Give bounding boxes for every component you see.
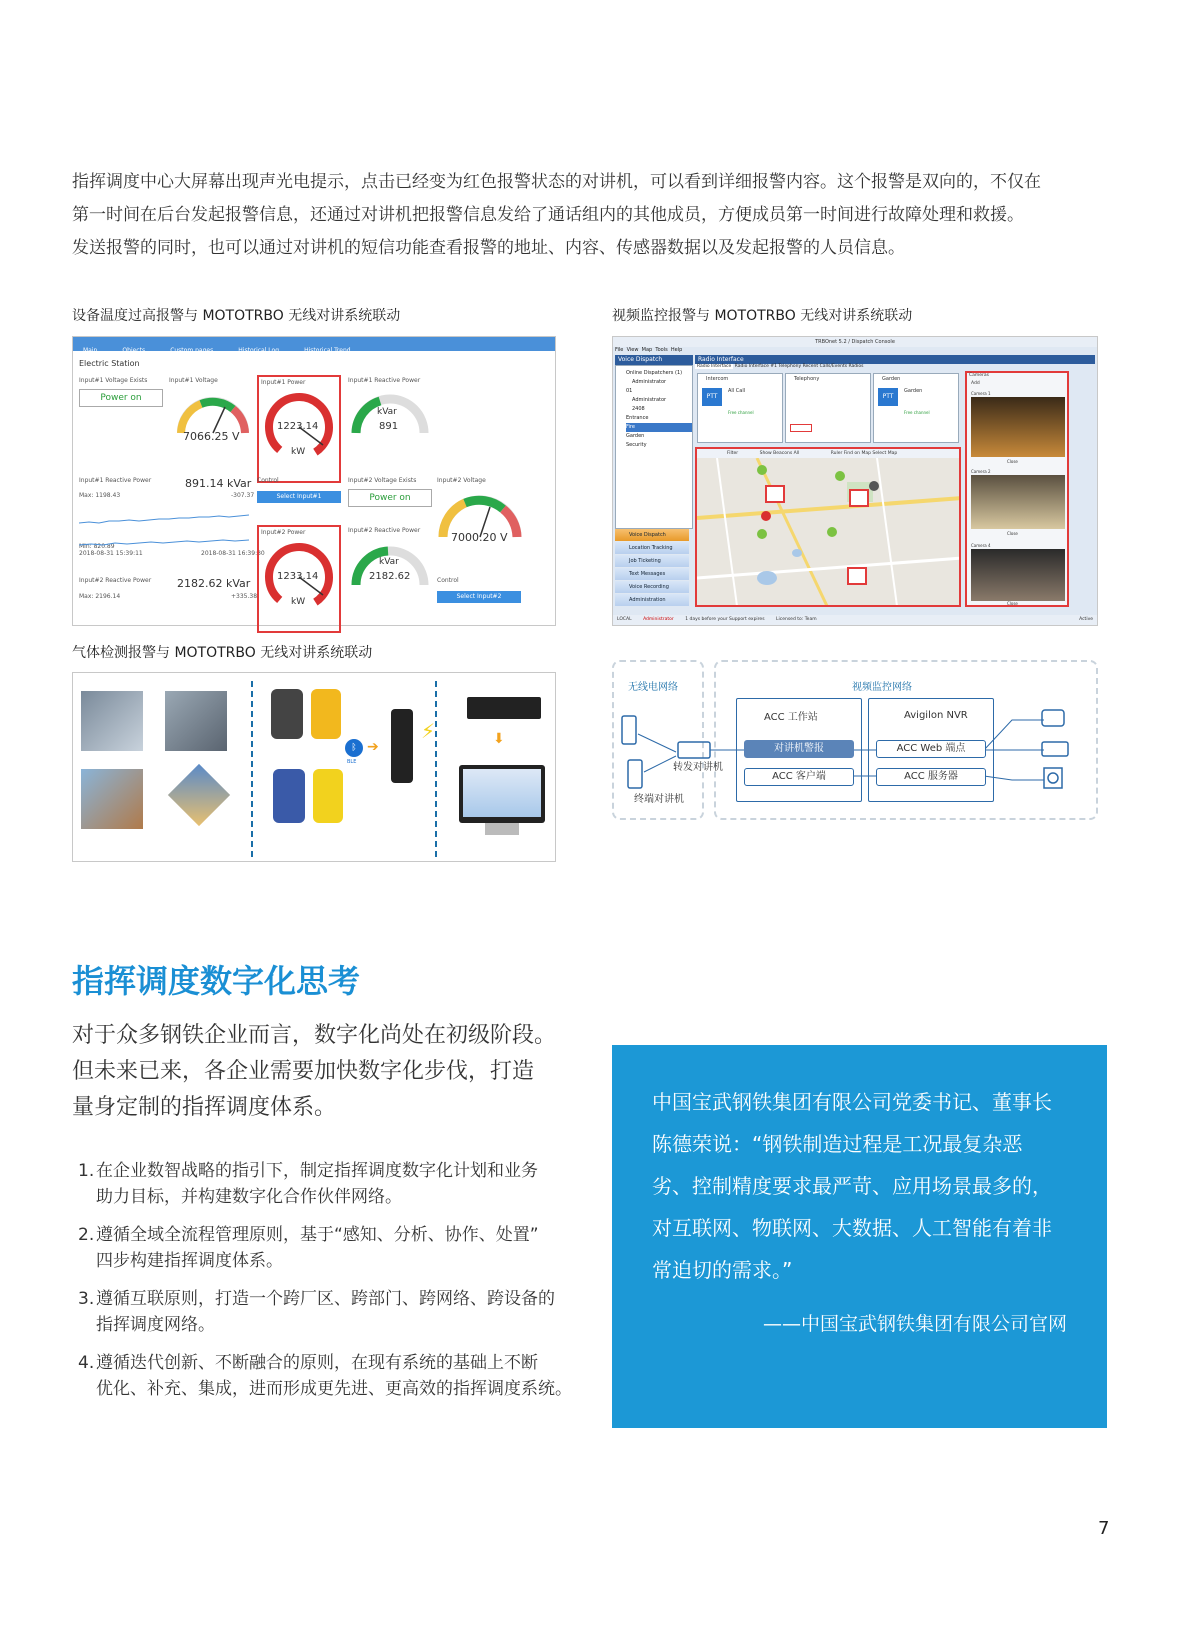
select-input1-button[interactable]: Select Input#1: [257, 491, 341, 503]
side-voice-dispatch[interactable]: Voice Dispatch: [615, 529, 689, 541]
tree-item[interactable]: Garden: [626, 433, 645, 439]
strategy-list: [78, 1158, 588, 1414]
kvar-value: 2182.62: [369, 571, 411, 582]
menu-bar: [615, 347, 682, 353]
side-voice-recording[interactable]: Voice Recording: [615, 581, 689, 593]
cameras-title: Cameras: [969, 373, 990, 378]
label: Input#1 Power: [261, 379, 306, 386]
menu-map[interactable]: Map: [641, 347, 653, 353]
menu-view[interactable]: View: [626, 347, 639, 353]
caption-video: 视频监控报警与 MOTOTRBO 无线对讲系统联动: [612, 308, 913, 324]
tree-item[interactable]: Entrance: [626, 415, 649, 421]
tree-item[interactable]: Fire: [626, 423, 692, 432]
nav-custom-pages[interactable]: Custom pages: [170, 347, 214, 354]
arrow-down-icon: ⬇: [493, 731, 505, 747]
list-line: 遵循全域全流程管理原则，基于“感知、分析、协作、处置”: [96, 1225, 539, 1245]
line-1-alert[interactable]: [790, 424, 812, 432]
close-button[interactable]: Close: [1007, 531, 1018, 536]
delta-label: -307.37: [231, 492, 255, 499]
add-camera-button[interactable]: Add: [971, 381, 980, 386]
quote-line: 常迫切的需求。”: [652, 1258, 793, 1282]
intro-line: 第一时间在后台发起报警信息，还通过对讲机把报警信息发给了通话组内的其他成员，方便成员第一时间进行故障处理和救援。: [72, 205, 1024, 225]
trend-sparkline-1: [79, 509, 249, 533]
radio-marker[interactable]: [869, 481, 879, 491]
acc-web-pill: ACC Web 端点: [876, 740, 986, 758]
camera-label: Camera 2: [971, 469, 991, 474]
delta-label: +335.38: [231, 593, 258, 600]
list-item: [78, 1350, 588, 1402]
kvar-value: 891: [379, 421, 399, 432]
current-time: 2018-08-31 16:39:30: [201, 550, 265, 557]
tab-radios[interactable]: Radios: [848, 364, 864, 369]
worker-photo: [81, 769, 143, 829]
side-administration[interactable]: Administration: [615, 594, 689, 606]
camera-marker[interactable]: [765, 485, 785, 503]
list-number: 1.: [78, 1161, 95, 1181]
side-text-messages[interactable]: Text Messages: [615, 568, 689, 580]
tab-radio-interface-1[interactable]: Radio Interface #1: [734, 364, 777, 369]
map-all[interactable]: All: [793, 451, 800, 456]
intro-line: 发送报警的同时，也可以通过对讲机的短信功能查看报警的地址、内容、传感器数据以及发起报警的人员信息。: [72, 238, 905, 258]
side-location-tracking[interactable]: Location Tracking: [615, 542, 689, 554]
map-find[interactable]: Find on Map: [843, 451, 871, 456]
channel-name: All Call: [728, 388, 746, 394]
lead-line: 量身定制的指挥调度体系。: [72, 1095, 337, 1120]
video-network-title: 视频监控网络: [852, 682, 912, 693]
tab-radio-interface[interactable]: Radio Interface: [697, 364, 732, 369]
acc-client-pill: ACC 客户端: [744, 768, 854, 786]
status-bar: [613, 615, 1097, 625]
list-line: 四步构建指挥调度体系。: [96, 1251, 283, 1271]
ptt-button[interactable]: PTT: [878, 388, 898, 406]
gas-detector-device: [271, 689, 303, 739]
kvar-unit: kVar: [377, 407, 397, 417]
radio-marker[interactable]: [827, 527, 837, 537]
power-gauge-alarm-2[interactable]: [257, 525, 341, 633]
status-active: Active: [1079, 617, 1093, 622]
menu-help[interactable]: Help: [670, 347, 683, 353]
lightning-icon: ⚡: [421, 719, 436, 743]
map-select[interactable]: Select Map: [872, 451, 898, 456]
nav-historical-log[interactable]: Historical Log: [238, 347, 280, 354]
monitor-icon: [459, 765, 545, 823]
list-line: 遵循互联原则，打造一个跨厂区、跨部门、跨网络、跨设备的: [96, 1289, 555, 1309]
menu-file[interactable]: File: [615, 347, 624, 353]
label: Input#2 Voltage: [437, 477, 486, 484]
gas-detector-device: [311, 689, 341, 739]
gas-detector-device: [313, 769, 343, 823]
channel-status: Free channel: [904, 410, 930, 415]
label: Input#1 Voltage Exists: [79, 377, 148, 384]
terminal-radio-label: 终端对讲机: [634, 794, 684, 805]
quote-source: ——中国宝武钢铁集团有限公司官网: [762, 1313, 1067, 1335]
label: Input#2 Reactive Power: [348, 527, 421, 534]
radio-panel-intercom: [697, 373, 783, 443]
map-filter[interactable]: Filter: [727, 451, 739, 456]
section-lead: [72, 1018, 582, 1126]
camera-label: Camera 4: [971, 543, 991, 548]
page-number: 7: [1098, 1518, 1110, 1539]
label: Input#2 Voltage Exists: [348, 477, 417, 484]
nav-objects[interactable]: Objects: [122, 347, 146, 354]
gas-detection-diagram: [72, 672, 556, 862]
tree-item[interactable]: Online Dispatchers (1): [626, 370, 683, 376]
repeater-icon: [467, 697, 541, 719]
intro-paragraph: [72, 166, 1132, 265]
nav-historical-trend[interactable]: Historical Trend: [304, 347, 351, 354]
divider: [435, 681, 437, 857]
power-value: 1233.14: [277, 571, 319, 582]
panel-title: Telephony: [794, 376, 820, 382]
camera-marker[interactable]: [849, 489, 869, 507]
radio-alarm-pill: 对讲机警报: [744, 740, 854, 758]
list-number: 4.: [78, 1353, 95, 1373]
voice-dispatch-header: Voice Dispatch: [615, 355, 693, 365]
list-line: 遵循迭代创新、不断融合的原则，在现有系统的基础上不断: [96, 1353, 538, 1373]
divider: [251, 681, 253, 857]
relay-radio-label: 转发对讲机: [673, 762, 723, 773]
tab-telephony[interactable]: Telephony: [778, 364, 802, 369]
tree-item[interactable]: Administrator: [632, 397, 667, 403]
select-input2-button[interactable]: Select Input#2: [437, 591, 521, 603]
monitor-stand: [485, 823, 519, 835]
label: Input#1 Reactive Power: [348, 377, 421, 384]
caption-temperature: 设备温度过高报警与 MOTOTRBO 无线对讲系统联动: [72, 308, 401, 324]
max-label: Max: 2196.14: [79, 593, 121, 600]
wireless-network-title: 无线电网络: [628, 682, 678, 693]
radio-marker[interactable]: [757, 465, 767, 475]
voltage-value-2: 7000.20 V: [451, 531, 508, 544]
nav-main[interactable]: Main: [83, 347, 98, 354]
radio-panel-garden: [873, 373, 959, 443]
tree-item[interactable]: Security: [626, 442, 647, 448]
side-job-ticketing[interactable]: Job Ticketing: [615, 555, 689, 567]
voltage-value: 7066.25 V: [183, 430, 240, 443]
dashboard-screenshot: [72, 336, 556, 626]
camera-feed-2[interactable]: [971, 475, 1065, 529]
channel-status: Free channel: [728, 410, 754, 415]
ptt-button[interactable]: PTT: [702, 388, 722, 406]
power-value: 1223.14: [277, 421, 319, 432]
camera-feed-4[interactable]: [971, 549, 1065, 601]
alarm-radio-marker[interactable]: [761, 511, 771, 521]
radio-tabs: [695, 364, 864, 369]
quote-line: 陈德荣说：“钢铁制造过程是工况最复杂恶: [652, 1132, 1023, 1156]
status-user: Administrator: [643, 617, 674, 622]
tree-item[interactable]: 01: [626, 388, 633, 394]
tree-item[interactable]: Administrator: [632, 379, 667, 385]
control-label-2: Control: [437, 577, 459, 584]
map-ruler[interactable]: Ruler: [830, 451, 843, 456]
kvar-unit: kVar: [379, 557, 399, 567]
caption-gas: 气体检测报警与 MOTOTRBO 无线对讲系统联动: [72, 645, 373, 661]
max-label: Max: 1198.43: [79, 492, 121, 499]
tree-item[interactable]: 2408: [632, 406, 645, 412]
reactive-value: 891.14 kVar: [185, 477, 252, 490]
power-unit: kW: [291, 447, 306, 457]
quote-box: [612, 1045, 1107, 1428]
camera-feed-1[interactable]: [971, 397, 1065, 457]
window-title: TRBOnet 5.2 / Dispatch Console: [613, 337, 1097, 347]
list-line: 助力目标，并构建数字化合作伙伴网络。: [96, 1187, 402, 1207]
industrial-photo: [81, 691, 143, 751]
list-line: 优化、补充、集成，进而形成更先进、更高效的指挥调度系统。: [96, 1379, 572, 1399]
radio-marker[interactable]: [757, 529, 767, 539]
label: Input#1 Voltage: [169, 377, 218, 384]
map-show-beacons[interactable]: Show Beacons: [759, 451, 793, 456]
power-gauge-alarm-1[interactable]: [257, 375, 341, 483]
gas-detector-device: [273, 769, 305, 823]
arrow-right-icon: ➔: [367, 739, 379, 755]
quote-line: 劣、控制精度要求最严苛、应用场景最多的，: [652, 1174, 1052, 1198]
radio-interface-header: Radio Interface: [695, 355, 1095, 364]
quote-line: 对互联网、物联网、大数据、人工智能有着非: [652, 1216, 1052, 1240]
camera-marker[interactable]: [847, 567, 867, 585]
radio-panel-telephony: [785, 373, 871, 443]
close-button[interactable]: Close: [1007, 459, 1018, 464]
list-item: [78, 1222, 588, 1274]
network-diagram: [612, 660, 1098, 820]
bluetooth-icon: ᛒ: [345, 739, 363, 757]
label: Input#2 Reactive Power: [79, 577, 152, 584]
trend-sparkline-2: [79, 533, 249, 553]
power-on-indicator-2: Power on: [348, 489, 432, 507]
channel-name: Garden: [904, 388, 923, 394]
tab-recent-calls[interactable]: Recent Calls/Events: [802, 364, 848, 369]
dispatch-console-screenshot: [612, 336, 1098, 626]
camera-label: Camera 1: [971, 391, 991, 396]
list-line: 在企业数智战略的指引下，制定指挥调度数字化计划和业务: [96, 1161, 538, 1181]
menu-tools[interactable]: Tools: [655, 347, 668, 353]
lead-line: 对于众多钢铁企业而言，数字化尚处在初级阶段。: [72, 1023, 557, 1048]
acc-workstation-label: ACC 工作站: [764, 712, 818, 723]
dispatcher-tree: [615, 365, 693, 529]
panel-title: Intercom: [706, 376, 729, 382]
cameras-panel: [965, 371, 1069, 607]
list-item: [78, 1286, 588, 1338]
worker-photo: [168, 764, 230, 826]
status-license: Licensed to: Team: [775, 617, 817, 622]
industrial-photo: [165, 691, 227, 751]
radio-marker[interactable]: [835, 471, 845, 481]
power-unit: kW: [291, 597, 306, 607]
ble-label: BLE: [347, 759, 357, 765]
min-label: Min: 820.89: [79, 543, 115, 550]
label: Input#2 Power: [261, 529, 306, 536]
map-toolbar: [697, 449, 959, 458]
list-number: 2.: [78, 1225, 95, 1245]
dashboard-navbar: [73, 337, 555, 354]
panel-title: Garden: [882, 376, 901, 382]
reactive-value-2: 2182.62 kVar: [177, 577, 251, 590]
list-item: [78, 1158, 588, 1210]
min-time: 2018-08-31 15:39:11: [79, 550, 143, 557]
acc-server-pill: ACC 服务器: [876, 768, 986, 786]
label: Input#1 Reactive Power: [79, 477, 152, 484]
control-label: Control: [257, 477, 279, 484]
list-line: 指挥调度网络。: [96, 1315, 215, 1335]
radio-device-icon: [391, 709, 413, 783]
map-view[interactable]: [695, 447, 961, 607]
status-local: LOCAL: [617, 617, 632, 622]
monitor-screen: [463, 769, 541, 817]
status-support: 1 days before your Support expires: [685, 617, 765, 622]
nvr-label: Avigilon NVR: [904, 710, 968, 721]
power-on-indicator: Power on: [79, 389, 163, 407]
section-heading: 指挥调度数字化思考: [72, 962, 361, 1000]
intro-line: 指挥调度中心大屏幕出现声光电提示，点击已经变为红色报警状态的对讲机，可以看到详细报警内容。这个报警是双向的，不仅在: [72, 172, 1041, 192]
list-number: 3.: [78, 1289, 95, 1309]
quote-line: 中国宝武钢铁集团有限公司党委书记、董事长: [652, 1090, 1052, 1114]
lead-line: 但未来已来，各企业需要加快数字化步伐，打造: [72, 1059, 535, 1084]
station-title: Electric Station: [79, 359, 140, 368]
close-button[interactable]: Close: [1007, 601, 1018, 606]
